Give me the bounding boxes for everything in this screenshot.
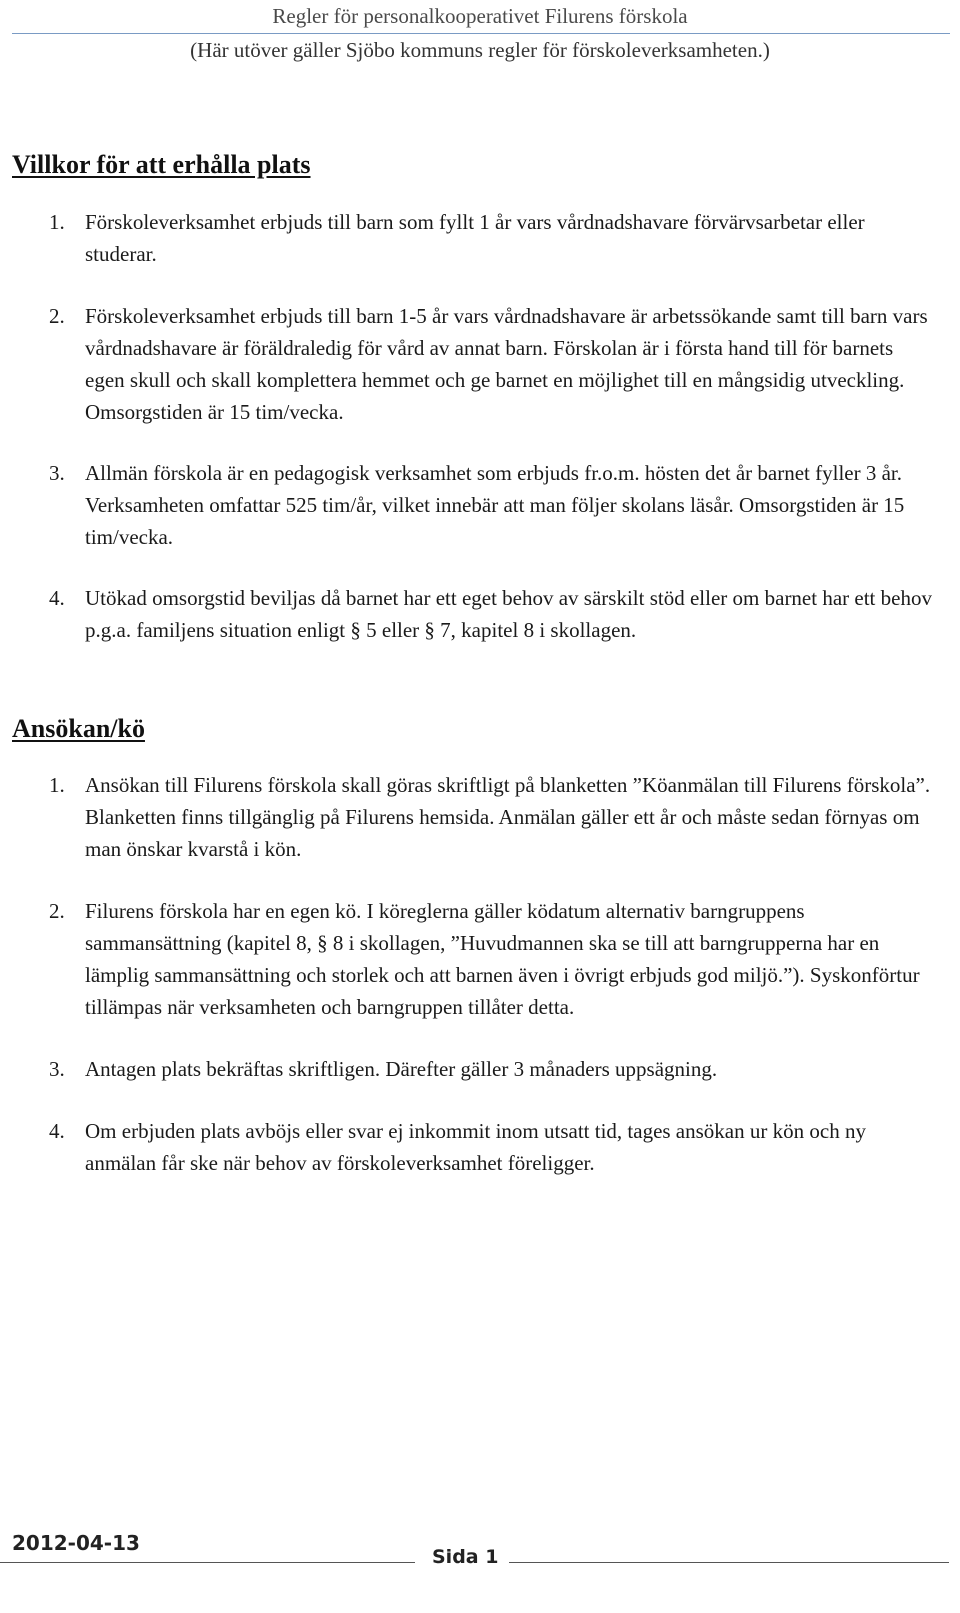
list-text: Förskoleverksamhet erbjuds till barn 1-5 år vars vårdnadshavare är arbetssökande samt till barn vars vårdnadshavare är föräldraledig för vård av annat barn. Förskolan är i första hand till för barnets egen skull och skall komplettera hemmet och ge barnet en möjlighet till en mångsidig utveckling. Omsorgstiden är 15 tim/vecka. bbox=[85, 304, 928, 424]
list-item bbox=[0, 300, 950, 428]
list-text: Förskoleverksamhet erbjuds till barn som fyllt 1 år vars vårdnadshavare förvärvsarbetar eller studerar. bbox=[85, 210, 865, 266]
header-title: Regler för personalkooperativet Filurens förskola bbox=[272, 4, 688, 28]
list-item bbox=[0, 457, 950, 553]
list-text: Ansökan till Filurens förskola skall göras skriftligt på blanketten ”Köanmälan till Filurens förskola”. Blanketten finns tillgänglig på Filurens hemsida. Anmälan gäller ett år och måste sedan förnyas om man önskar kvarstå i kön. bbox=[85, 773, 931, 861]
list-item bbox=[0, 1053, 950, 1085]
list-text: Filurens förskola har en egen kö. I köreglerna gäller ködatum alternativ barngruppens sammansättning (kapitel 8, § 8 i skollagen, ”Huvudmannen ska se till att barngrupperna har en lämplig sammansättning och storlek och att barnen även i övrigt erbjuds god miljö.”). Syskonförtur tillämpas när verksamheten och barngruppen tillåter detta. bbox=[85, 899, 920, 1019]
footer-divider-left bbox=[0, 1562, 415, 1563]
list-number: 4. bbox=[49, 586, 65, 610]
section-heading-ansokan: Ansökan/kö bbox=[12, 714, 145, 743]
page-number: Sida 1 bbox=[432, 1546, 499, 1568]
list-number: 4. bbox=[49, 1119, 65, 1143]
list-item bbox=[0, 769, 950, 865]
list-item bbox=[0, 895, 950, 1023]
list-number: 2. bbox=[49, 304, 65, 328]
header-divider bbox=[12, 33, 950, 34]
list-text: Antagen plats bekräftas skriftligen. Därefter gäller 3 månaders uppsägning. bbox=[85, 1057, 718, 1081]
list-number: 2. bbox=[49, 899, 65, 923]
list-text: Om erbjuden plats avböjs eller svar ej inkommit inom utsatt tid, tages ansökan ur kön och ny anmälan får ske när behov av förskoleverksamhet föreligger. bbox=[85, 1119, 866, 1175]
ansokan-list bbox=[0, 769, 950, 1179]
list-number: 1. bbox=[49, 773, 65, 797]
list-number: 3. bbox=[49, 461, 65, 485]
list-text: Utökad omsorgstid beviljas då barnet har ett eget behov av särskilt stöd eller om barnet har ett behov p.g.a. familjens situation enligt § 5 eller § 7, kapitel 8 i skollagen. bbox=[85, 586, 932, 642]
list-number: 3. bbox=[49, 1057, 65, 1081]
list-item bbox=[0, 582, 950, 646]
list-item bbox=[0, 1115, 950, 1179]
villkor-list bbox=[0, 206, 950, 646]
list-number: 1. bbox=[49, 210, 65, 234]
footer-divider-right bbox=[509, 1562, 949, 1563]
footer-date: 2012-04-13 bbox=[12, 1531, 140, 1555]
list-item bbox=[0, 206, 950, 270]
header-subtitle: (Här utöver gäller Sjöbo kommuns regler för förskoleverksamheten.) bbox=[190, 38, 770, 62]
list-text: Allmän förskola är en pedagogisk verksamhet som erbjuds fr.o.m. hösten det år barnet fyller 3 år. Verksamheten omfattar 525 tim/år, vilket innebär att man följer skolans läsår. Omsorgstiden är 15 tim/vecka. bbox=[85, 461, 905, 549]
section-heading-villkor: Villkor för att erhålla plats bbox=[12, 150, 311, 179]
